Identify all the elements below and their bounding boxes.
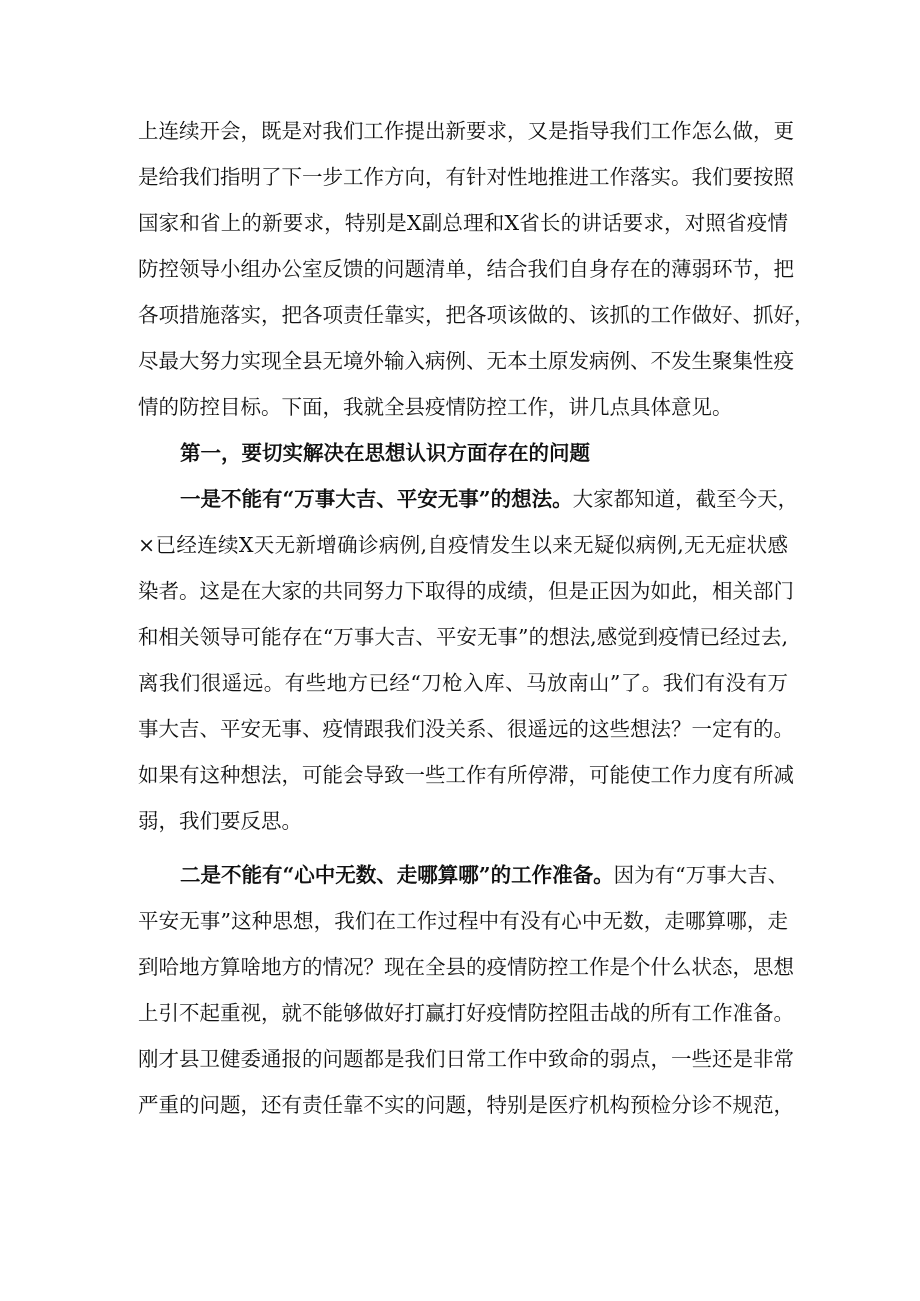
intro-paragraph (138, 108, 815, 430)
text-line (138, 852, 788, 898)
text-line: ×已经连续X天无新增确诊病例,自疫情发生以来无疑似病例,无无症状感 (138, 533, 788, 557)
document-page (138, 108, 815, 1128)
text-line: 情的防控目标。下面，我就全县疫情防控工作，讲几点具体意见。 (138, 395, 733, 419)
text-line: 防控领导小组办公室反馈的问题清单，结合我们自身存在的薄弱环节，把 (138, 257, 794, 281)
text-line: 弱，我们要反思。 (138, 809, 302, 833)
point-one-first-text: 大家都知道，截至今天， (572, 487, 799, 511)
text-line: 上引不起重视，就不能够做好打赢打好疫情防控阻击战的所有工作准备。 (138, 1001, 794, 1025)
text-line: 刚才县卫健委通报的问题都是我们日常工作中致命的弱点，一些还是非常 (138, 1047, 794, 1071)
point-two-paragraph (138, 852, 794, 1128)
text-line: 和相关领导可能存在“万事大吉、平安无事”的想法,感觉到疫情已经过去, (138, 625, 788, 649)
paragraph-gap (138, 844, 788, 852)
point-one-paragraph (138, 476, 799, 844)
text-line: 国家和省上的新要求，特别是X副总理和X省长的讲话要求，对照省疫情 (138, 211, 788, 235)
text-line: 染者。这是在大家的共同努力下取得的成绩，但是正因为如此，相关部门 (138, 579, 794, 603)
text-line (138, 476, 799, 522)
text-line: 各项措施落实，把各项责任靠实，把各项该做的、该抓的工作做好、抓好， (138, 303, 815, 327)
text-line: 事大吉、平安无事、疫情跟我们没关系、很遥远的这些想法？一定有的。 (138, 717, 794, 741)
text-line: 如果有这种想法，可能会导致一些工作有所停滞，可能使工作力度有所减 (138, 763, 794, 787)
section-heading: 第一，要切实解决在思想认识方面存在的问题 (180, 441, 590, 465)
text-line: 平安无事”这种思想，我们在工作过程中有没有心中无数，走哪算哪，走 (138, 909, 788, 933)
point-one-lead: 一是不能有“万事大吉、平安无事”的想法。 (180, 487, 573, 511)
point-two-lead: 二是不能有“心中无数、走哪算哪”的工作准备。 (180, 863, 614, 887)
text-line: 上连续开会，既是对我们工作提出新要求，又是指导我们工作怎么做，更 (138, 119, 794, 143)
text-line: 严重的问题，还有责任靠不实的问题，特别是医疗机构预检分诊不规范， (138, 1093, 794, 1117)
text-line: 尽最大努力实现全县无境外输入病例、无本土原发病例、不发生聚集性疫 (138, 349, 794, 373)
text-line: 离我们很遥远。有些地方已经“刀枪入库、马放南山”了。我们有没有万 (138, 671, 788, 695)
point-two-first-text: 因为有“万事大吉、 (613, 863, 789, 887)
text-line: 到哈地方算啥地方的情况？现在全县的疫情防控工作是个什么状态，思想 (138, 955, 794, 979)
text-line: 是给我们指明了下一步工作方向，有针对性地推进工作落实。我们要按照 (138, 165, 794, 189)
